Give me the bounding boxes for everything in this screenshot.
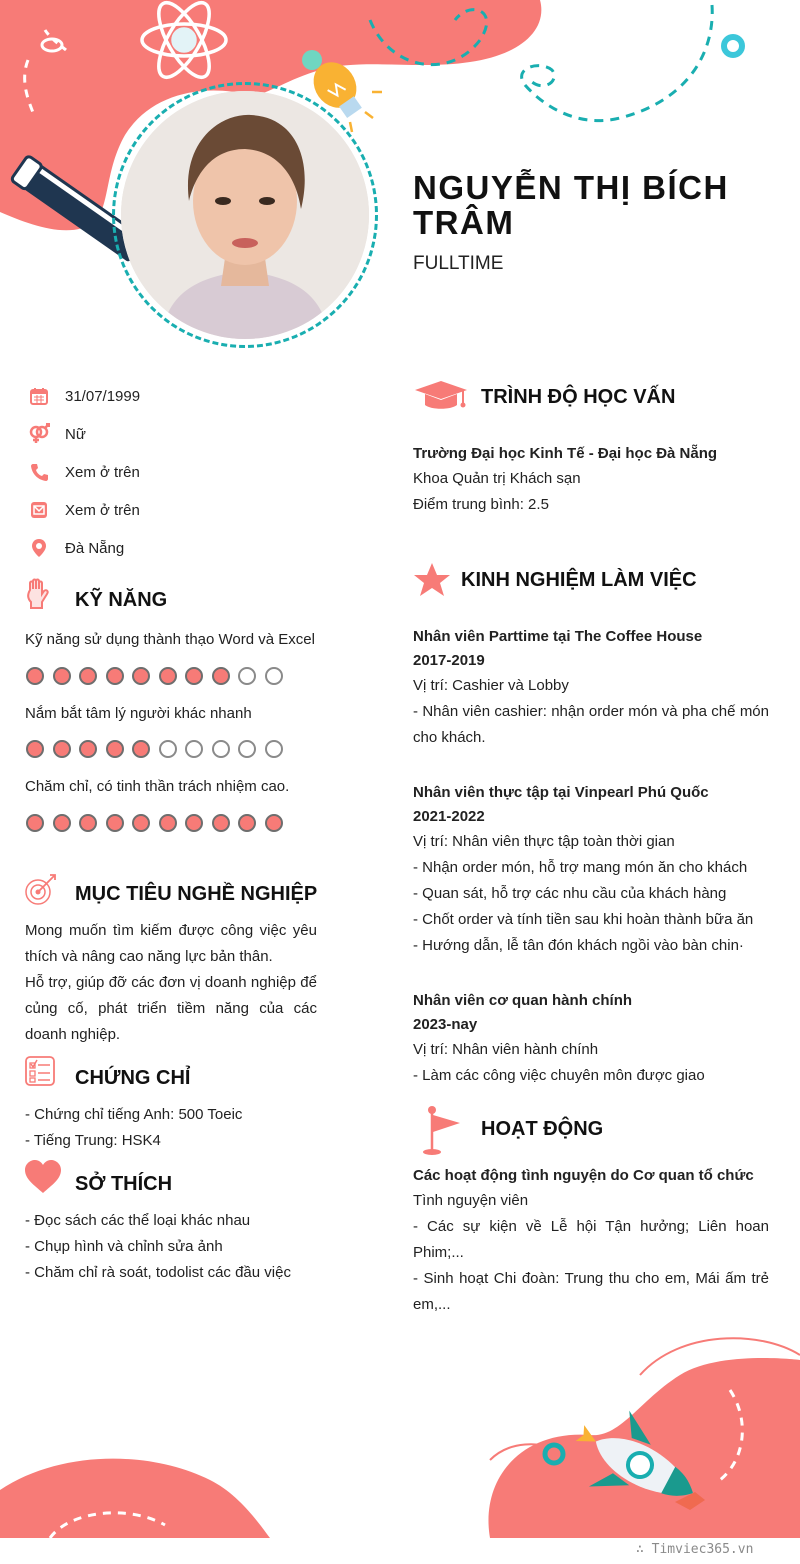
info-address xyxy=(28,536,348,560)
skill-dot-filled xyxy=(132,740,150,758)
skill-dot-empty xyxy=(238,740,256,758)
job-line: - Nhân viên cashier: nhận order món và pha chế món cho khách. xyxy=(413,703,769,746)
skills-title: KỸ NĂNG xyxy=(75,589,168,611)
job-title-item: Nhân viên thực tập tại Vinpearl Phú Quốc xyxy=(413,784,709,801)
skill-dot-empty xyxy=(238,667,256,685)
info-birthday xyxy=(28,384,348,408)
star-icon xyxy=(413,562,451,598)
gender-icon xyxy=(28,423,50,445)
skill-dot-filled xyxy=(79,667,97,685)
skill-dot-empty xyxy=(159,740,177,758)
gender-value: Nữ xyxy=(65,425,86,443)
activity-line: Tình nguyện viên xyxy=(413,1192,529,1209)
target-icon xyxy=(24,872,58,906)
job-line: - Làm các công việc chuyên môn được giao xyxy=(413,1067,705,1084)
avatar xyxy=(121,91,369,339)
skill-name: Chăm chỉ, có tinh thần trách nhiệm cao. xyxy=(25,778,290,795)
job-title-item: Nhân viên Parttime tại The Coffee House xyxy=(413,628,703,645)
certificates-title: CHỨNG CHỈ xyxy=(75,1067,191,1089)
certificate-item: - Tiếng Trung: HSK4 xyxy=(25,1132,161,1149)
job-line: - Hướng dẫn, lễ tân đón khách ngồi vào bàn chin· xyxy=(413,937,744,954)
skill-dot-filled xyxy=(26,740,44,758)
skill-rating xyxy=(26,814,283,832)
experience-title: KINH NGHIỆM LÀM VIỆC xyxy=(461,569,697,591)
skill-dot-filled xyxy=(132,667,150,685)
skill-dot-filled xyxy=(132,814,150,832)
heart-icon xyxy=(24,1160,62,1194)
skill-dot-filled xyxy=(79,740,97,758)
location-icon xyxy=(28,537,50,559)
objective-title: MỤC TIÊU NGHỀ NGHIỆP xyxy=(75,883,318,905)
job-line: Vị trí: Nhân viên hành chính xyxy=(413,1041,599,1058)
skill-dot-filled xyxy=(106,667,124,685)
job-line: - Quan sát, hỗ trợ các nhu cầu của khách hàng xyxy=(413,885,727,902)
school-name: Trường Đại học Kinh Tế - Đại học Đà Nẵng xyxy=(413,445,718,462)
skill-dot-filled xyxy=(212,667,230,685)
activity-line: - Các sự kiện về Lễ hội Tận hưởng; Liên hoan Phim;... xyxy=(413,1218,769,1261)
job-period: 2023-nay xyxy=(413,1016,478,1033)
email-value: Xem ở trên xyxy=(65,501,140,519)
skill-dot-filled xyxy=(26,814,44,832)
skill-rating xyxy=(26,740,283,758)
skill-dot-filled xyxy=(238,814,256,832)
job-line: Vị trí: Nhân viên thực tập toàn thời gian xyxy=(413,833,675,850)
skill-dot-filled xyxy=(185,667,203,685)
job-period: 2021-2022 xyxy=(413,808,485,825)
graduation-cap-icon xyxy=(413,378,469,414)
skill-dot-filled xyxy=(53,814,71,832)
candidate-name: NGUYỄN THỊ BÍCH TRÂM xyxy=(413,169,729,241)
skill-rating xyxy=(26,667,283,685)
skill-name: Kỹ năng sử dụng thành thạo Word và Excel xyxy=(25,631,315,648)
skill-name: Nắm bắt tâm lý người khác nhanh xyxy=(25,705,252,722)
job-line: - Chốt order và tính tiền sau khi hoàn thành bữa ăn xyxy=(413,911,754,928)
skill-dot-filled xyxy=(159,667,177,685)
skill-dot-filled xyxy=(212,814,230,832)
flag-icon xyxy=(420,1105,466,1157)
job-title: FULLTIME xyxy=(413,253,504,274)
education-major: Khoa Quản trị Khách sạn xyxy=(413,470,581,487)
skill-dot-filled xyxy=(26,667,44,685)
education-gpa: Điểm trung bình: 2.5 xyxy=(413,496,549,513)
skill-dot-filled xyxy=(79,814,97,832)
email-icon xyxy=(28,499,50,521)
activity-heading: Các hoạt động tình nguyện do Cơ quan tổ chức xyxy=(413,1167,754,1184)
checklist-icon xyxy=(24,1055,58,1089)
skill-dot-filled xyxy=(265,814,283,832)
education-title: TRÌNH ĐỘ HỌC VẤN xyxy=(481,386,676,408)
objective-line: Hỗ trợ, giúp đỡ các đơn vị doanh nghiệp để củng cố, phát triển tiềm năng của các doanh nghiệp. xyxy=(25,974,317,1043)
skill-dot-empty xyxy=(265,667,283,685)
hobbies-title: SỞ THÍCH xyxy=(75,1173,173,1195)
skill-dot-filled xyxy=(53,667,71,685)
info-gender xyxy=(28,422,348,446)
watermark: ∴ Timviec365.vn xyxy=(636,1542,754,1557)
activity-line: - Sinh hoạt Chi đoàn: Trung thu cho em, Mái ấm trẻ em,... xyxy=(413,1270,769,1313)
skill-dot-filled xyxy=(53,740,71,758)
job-title-item: Nhân viên cơ quan hành chính xyxy=(413,992,633,1009)
calendar-icon xyxy=(28,385,50,407)
objective-line: Mong muốn tìm kiếm được công việc yêu thích và nâng cao năng lực bản thân. xyxy=(25,922,317,965)
skill-dot-empty xyxy=(185,740,203,758)
skill-dot-filled xyxy=(106,814,124,832)
job-line: - Nhận order món, hỗ trợ mang món ăn cho khách xyxy=(413,859,748,876)
skill-dot-filled xyxy=(106,740,124,758)
info-phone xyxy=(28,460,348,484)
info-email xyxy=(28,498,348,522)
hobby-item: - Chụp hình và chỉnh sửa ảnh xyxy=(25,1238,223,1255)
certificate-item: - Chứng chỉ tiếng Anh: 500 Toeic xyxy=(25,1106,243,1123)
footer-decoration xyxy=(0,1330,800,1564)
job-line: Vị trí: Cashier và Lobby xyxy=(413,677,569,694)
birthday-value: 31/07/1999 xyxy=(65,387,141,405)
phone-value: Xem ở trên xyxy=(65,463,140,481)
skill-dot-empty xyxy=(212,740,230,758)
hobby-item: - Chăm chỉ rà soát, todolist các đầu việc xyxy=(25,1264,291,1281)
phone-icon xyxy=(28,461,50,483)
hobby-item: - Đọc sách các thể loại khác nhau xyxy=(25,1212,251,1229)
address-value: Đà Nẵng xyxy=(65,539,125,557)
activities-title: HOẠT ĐỘNG xyxy=(481,1118,604,1140)
skill-dot-empty xyxy=(265,740,283,758)
skill-dot-filled xyxy=(159,814,177,832)
skill-dot-filled xyxy=(185,814,203,832)
job-period: 2017-2019 xyxy=(413,652,485,669)
hand-icon xyxy=(24,578,54,612)
avatar-frame xyxy=(112,82,378,348)
